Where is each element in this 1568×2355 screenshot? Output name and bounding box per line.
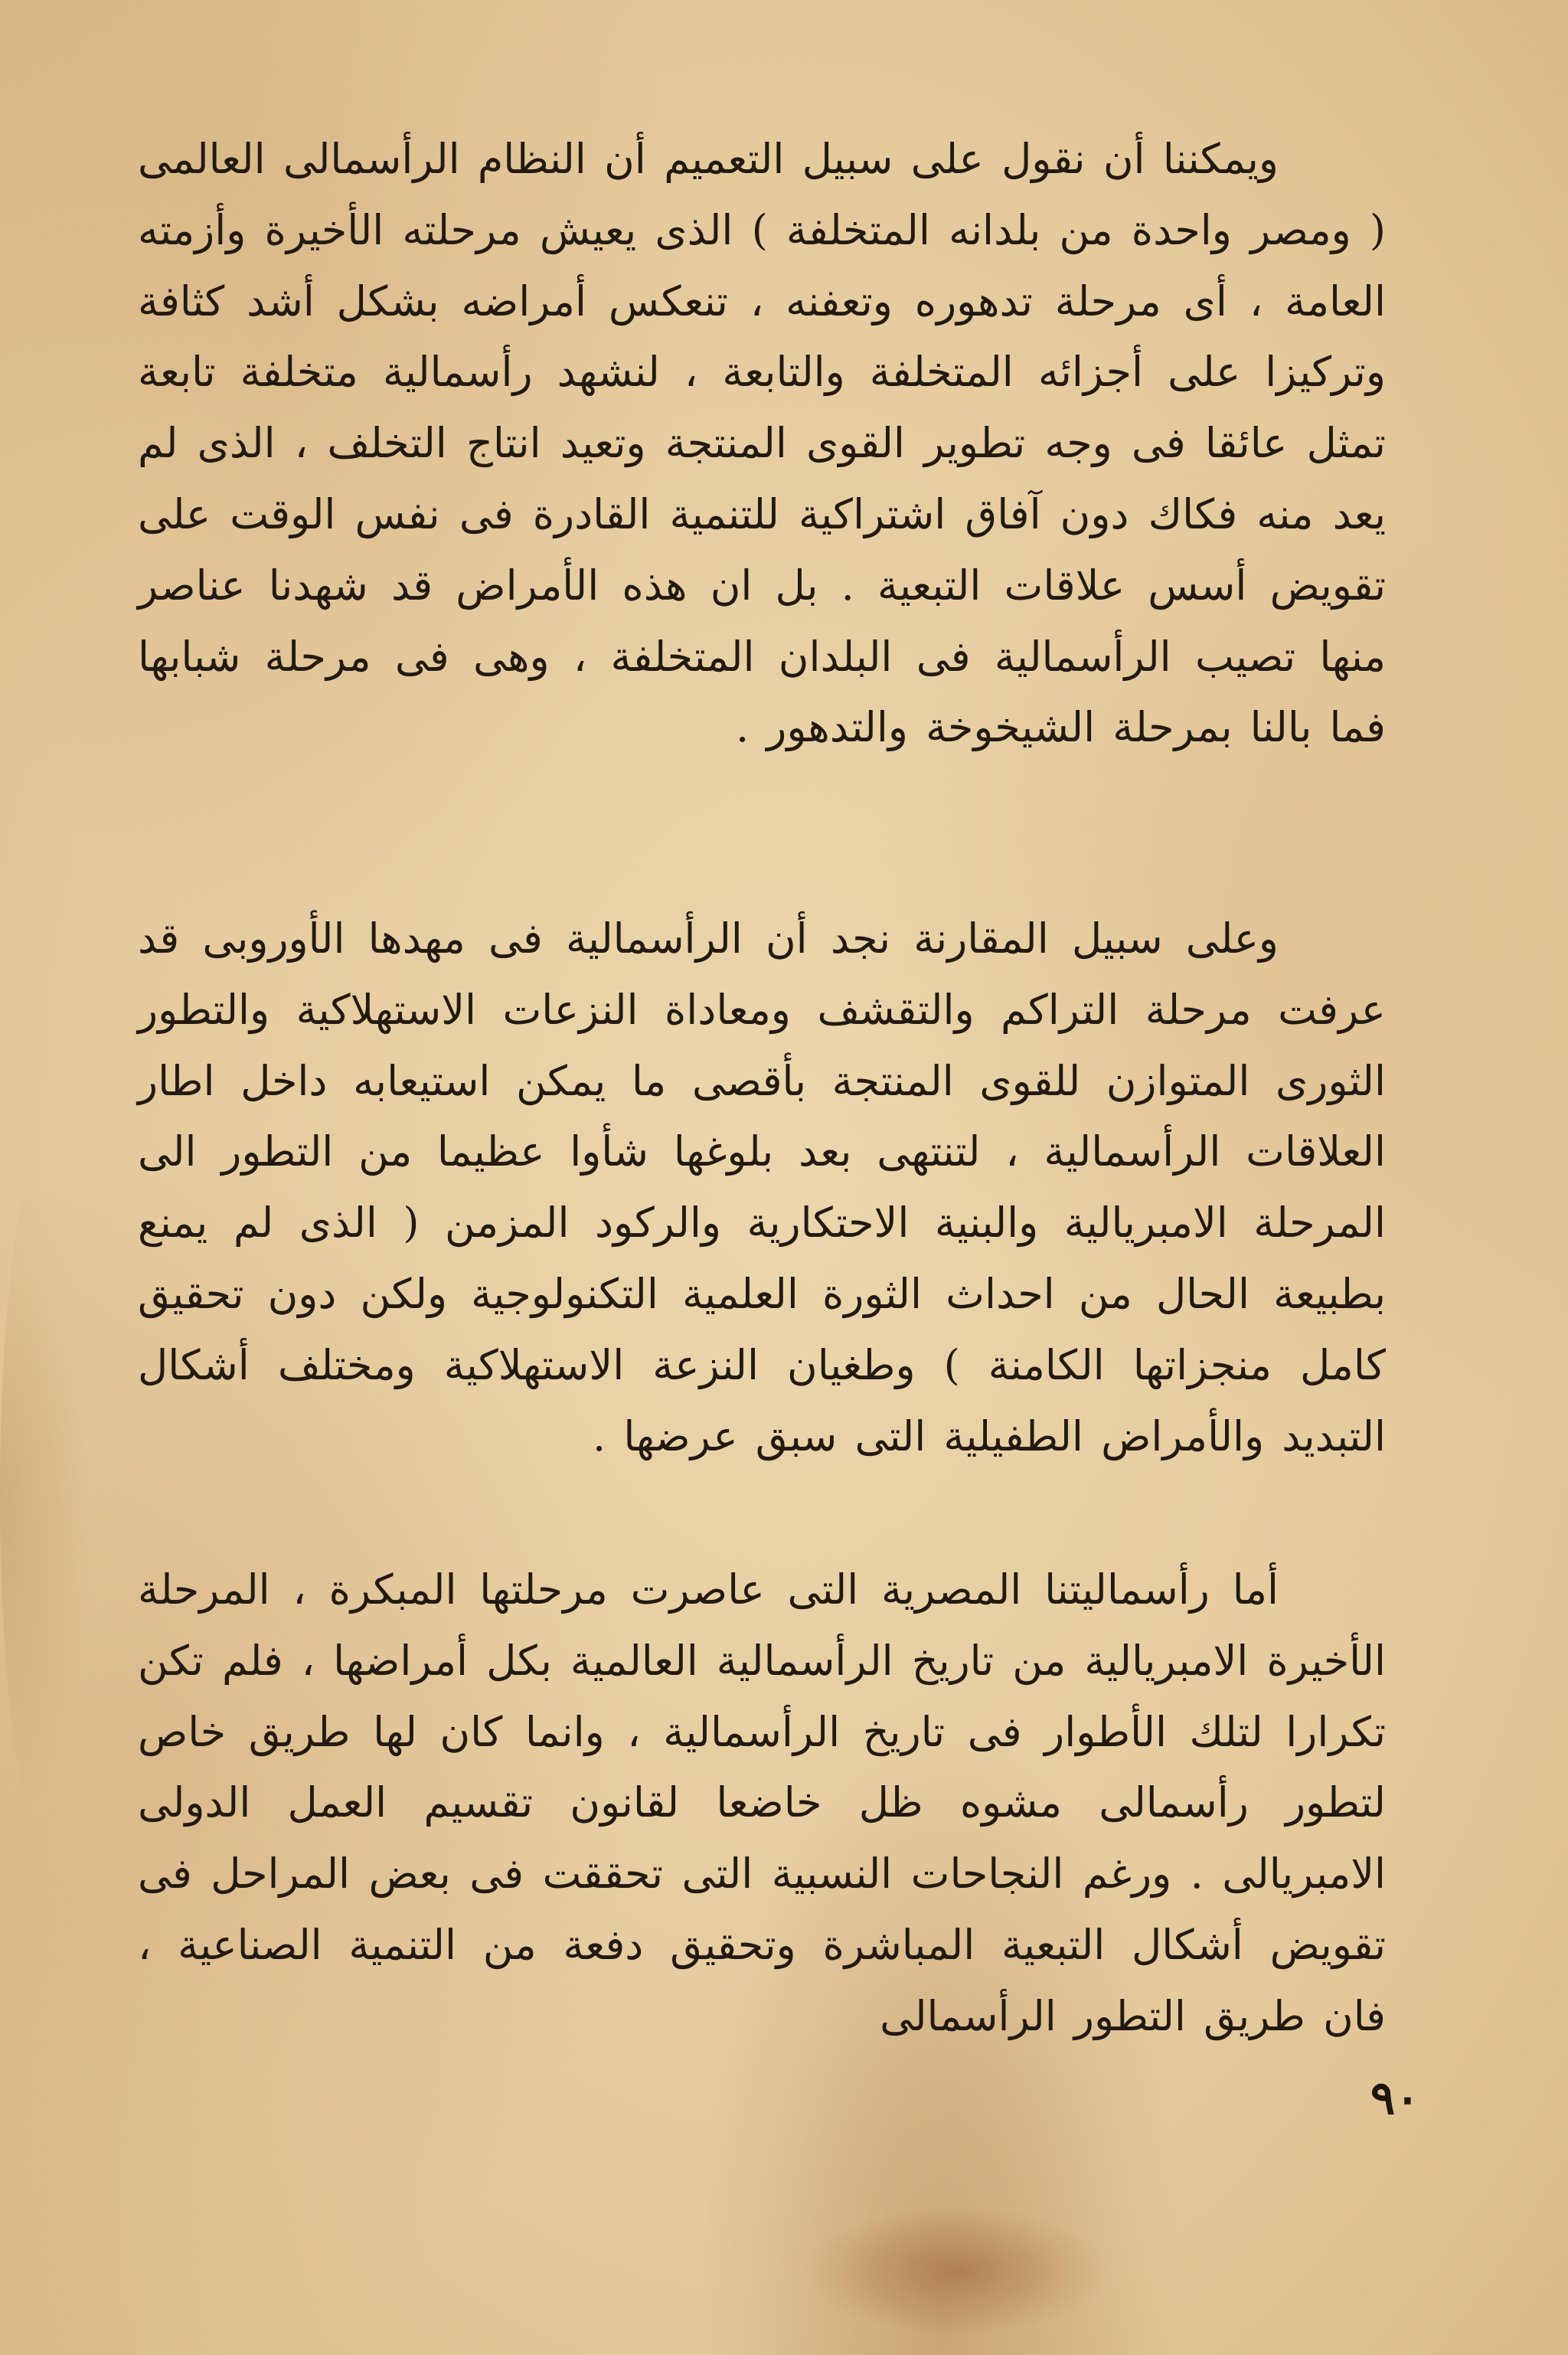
paragraph-1: ويمكننا أن نقول على سبيل التعميم أن النظام الرأسمالى العالمى ( ومصر واحدة من بلدانه المتخلفة ) الذى يعيش مرحلته الأخيرة وأزمته العامة ، أى مرحلة تدهوره وتعفنه ، تنعكس أمراضه بشكل أشد كثافة وتركيزا على أجزائه المتخلفة والتابعة ، لنشهد رأسمالية متخلفة تابعة تمثل عائقا فى وجه تطوير القوى المنتجة وتعيد انتاج التخلف ، الذى لم يعد منه فكاك دون آفاق اشتراكية للتنمية القادرة فى نفس الوقت على تقويض أسس علاقات التبعية . بل ان هذه الأمراض قد شهدنا عناصر منها تصيب الرأسمالية فى البلدان المتخلفة ، وهى فى مرحلة شبابها فما بالنا بمرحلة الشيخوخة والتدهور . <box>138 135 1386 752</box>
paragraph-3: أما رأسماليتنا المصرية التى عاصرت مرحلتها المبكرة ، المرحلة الأخيرة الامبريالية من تاريخ الرأسمالية العالمية بكل أمراضها ، فلم تكن تكرارا لتلك الأطوار فى تاريخ الرأسمالية ، وانما كان لها طريق خاص لتطور رأسمالى مشوه ظل خاضعا لقانون تقسيم العمل الدولى الامبريالى . ورغم النجاحات النسبية التى تحققت فى بعض المراحل فى تقويض أشكال التبعية المباشرة وتحقيق دفعة من التنمية الصناعية ، فان طريق التطور الرأسمالى <box>138 1565 1386 2040</box>
paragraph-2: وعلى سبيل المقارنة نجد أن الرأسمالية فى مهدها الأوروبى قد عرفت مرحلة التراكم والتقشف ومعاداة النزعات الاستهلاكية والتطور الثورى المتوازن للقوى المنتجة بأقصى ما يمكن استيعابه داخل اطار العلاقات الرأسمالية ، لتنتهى بعد بلوغها شأوا عظيما من التطور الى المرحلة الامبريالية والبنية الاحتكارية والركود المزمن ( الذى لم يمنع بطبيعة الحال من احداث الثورة العلمية التكنولوجية ولكن دون تحقيق كامل منجزاتها الكامنة ) وطغيان النزعة الاستهلاكية ومختلف أشكال التبديد والأمراض الطفيلية التى سبق عرضها . <box>138 914 1386 1460</box>
book-page <box>138 100 1420 2321</box>
page-number: ٩٠ <box>1370 2072 1420 2125</box>
paper-stain-left <box>0 1149 92 1838</box>
